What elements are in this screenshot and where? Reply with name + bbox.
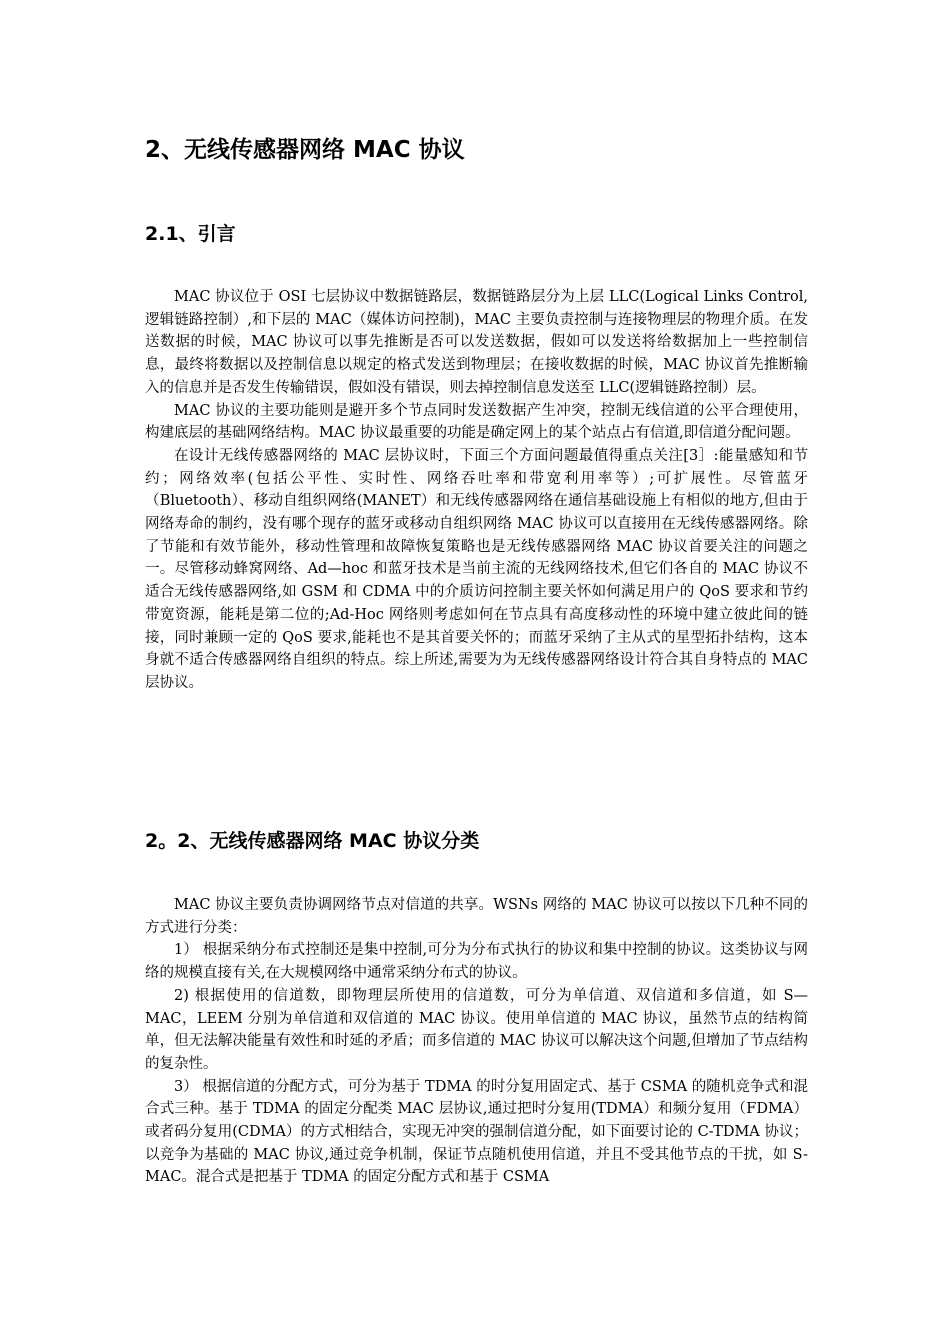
section-classification-body [145,894,808,1189]
paragraph: MAC 协议主要负责协调网络节点对信道的共享。WSNs 网络的 MAC 协议可以按以下几种不同的方式进行分类： [145,897,808,936]
paragraph: MAC 协议的主要功能则是避开多个节点同时发送数据产生冲突，控制无线信道的公平合理使用，构建底层的基础网络结构。MAC 协议最重要的功能是确定网上的某个站点占有信道,即信道分配问题。 [145,402,808,442]
section-introduction-body [145,286,808,695]
paragraph: 2) 根据使用的信道数，即物理层所使用的信道数，可分为单信道、双信道和多信道，如 S—MAC，LEEM 分别为单信道和双信道的 MAC 协议。使用单信道的 MAC 协议，虽然节点的结构简单，但无法解决能量有效性和时延的矛盾；而多信道的 MAC 协议可以解决这个问题,但增加了节点结构的复杂性。 [145,987,808,1072]
paragraph: 3） 根据信道的分配方式，可分为基于 TDMA 的时分复用固定式、基于 CSMA 的随机竞争式和混合式三种。基于 TDMA 的固定分配类 MAC 层协议,通过把时分复用(TDMA）和频分复用（FDMA）或者码分复用(CDMA）的方式相结合，实现无冲突的强制信道分配，如下面要讨论的 C-TDMA 协议；以竞争为基础的 MAC 协议,通过竞争机制，保证节点随机使用信道，并且不受其他节点的干扰，如 S-MAC。混合式是把基于 TDMA 的固定分配方式和基于 CSMA [145,1078,808,1186]
paragraph: MAC 协议位于 OSI 七层协议中数据链路层，数据链路层分为上层 LLC(Logical Links Control,逻辑链路控制）,和下层的 MAC（媒体访问控制)，MAC 主要负责控制与连接物理层的物理介质。在发送数据的时候，MAC 协议可以事先推断是否可以发送数据，假如可以发送将给数据加上一些控制信息，最终将数据以及控制信息以规定的格式发送到物理层；在接收数据的时候，MAC 协议首先推断输入的信息并是否发生传输错误，假如没有错误，则去掉控制信息发送至 LLC(逻辑链路控制）层。 [145,289,808,396]
chapter-heading: 2、无线传感器网络 MAC 协议 [145,137,465,163]
paragraph: 在设计无线传感器网络的 MAC 层协议时，下面三个方面问题最值得重点关注[3］:能量感知和节约；网络效率(包括公平性、实时性、网络吞吐率和带宽利用率等）;可扩展性。尽管蓝牙（Bluetooth）、移动自组织网络(MANET）和无线传感器网络在通信基础设施上有相似的地方,但由于网络寿命的制约，没有哪个现存的蓝牙或移动自组织网络 MAC 协议可以直接用在无线传感器网络。除了节能和有效节能外，移动性管理和故障恢复策略也是无线传感器网络 MAC 协议首要关注的问题之一。尽管移动蜂窝网络、Ad—hoc 和蓝牙技术是当前主流的无线网络技术,但它们各自的 MAC 协议不适合无线传感器网络,如 GSM 和 CDMA 中的介质访问控制主要关怀如何满足用户的 QoS 要求和节约带宽资源，能耗是第二位的;Ad-Hoc 网络则考虑如何在节点具有高度移动性的环境中建立彼此间的链接，同时兼顾一定的 QoS 要求,能耗也不是其首要关怀的；而蓝牙采纳了主从式的星型拓扑结构，这本身就不适合传感器网络自组织的特点。综上所述,需要为为无线传感器网络设计符合其自身特点的 MAC 层协议。 [145,447,808,691]
section-heading-introduction: 2.1、引言 [145,223,236,245]
section-heading-classification: 2。2、无线传感器网络 MAC 协议分类 [145,830,480,852]
paragraph: 1） 根据采纳分布式控制还是集中控制,可分为分布式执行的协议和集中控制的协议。这类协议与网络的规模直接有关,在大规模网络中通常采纳分布式的协议。 [145,942,808,982]
